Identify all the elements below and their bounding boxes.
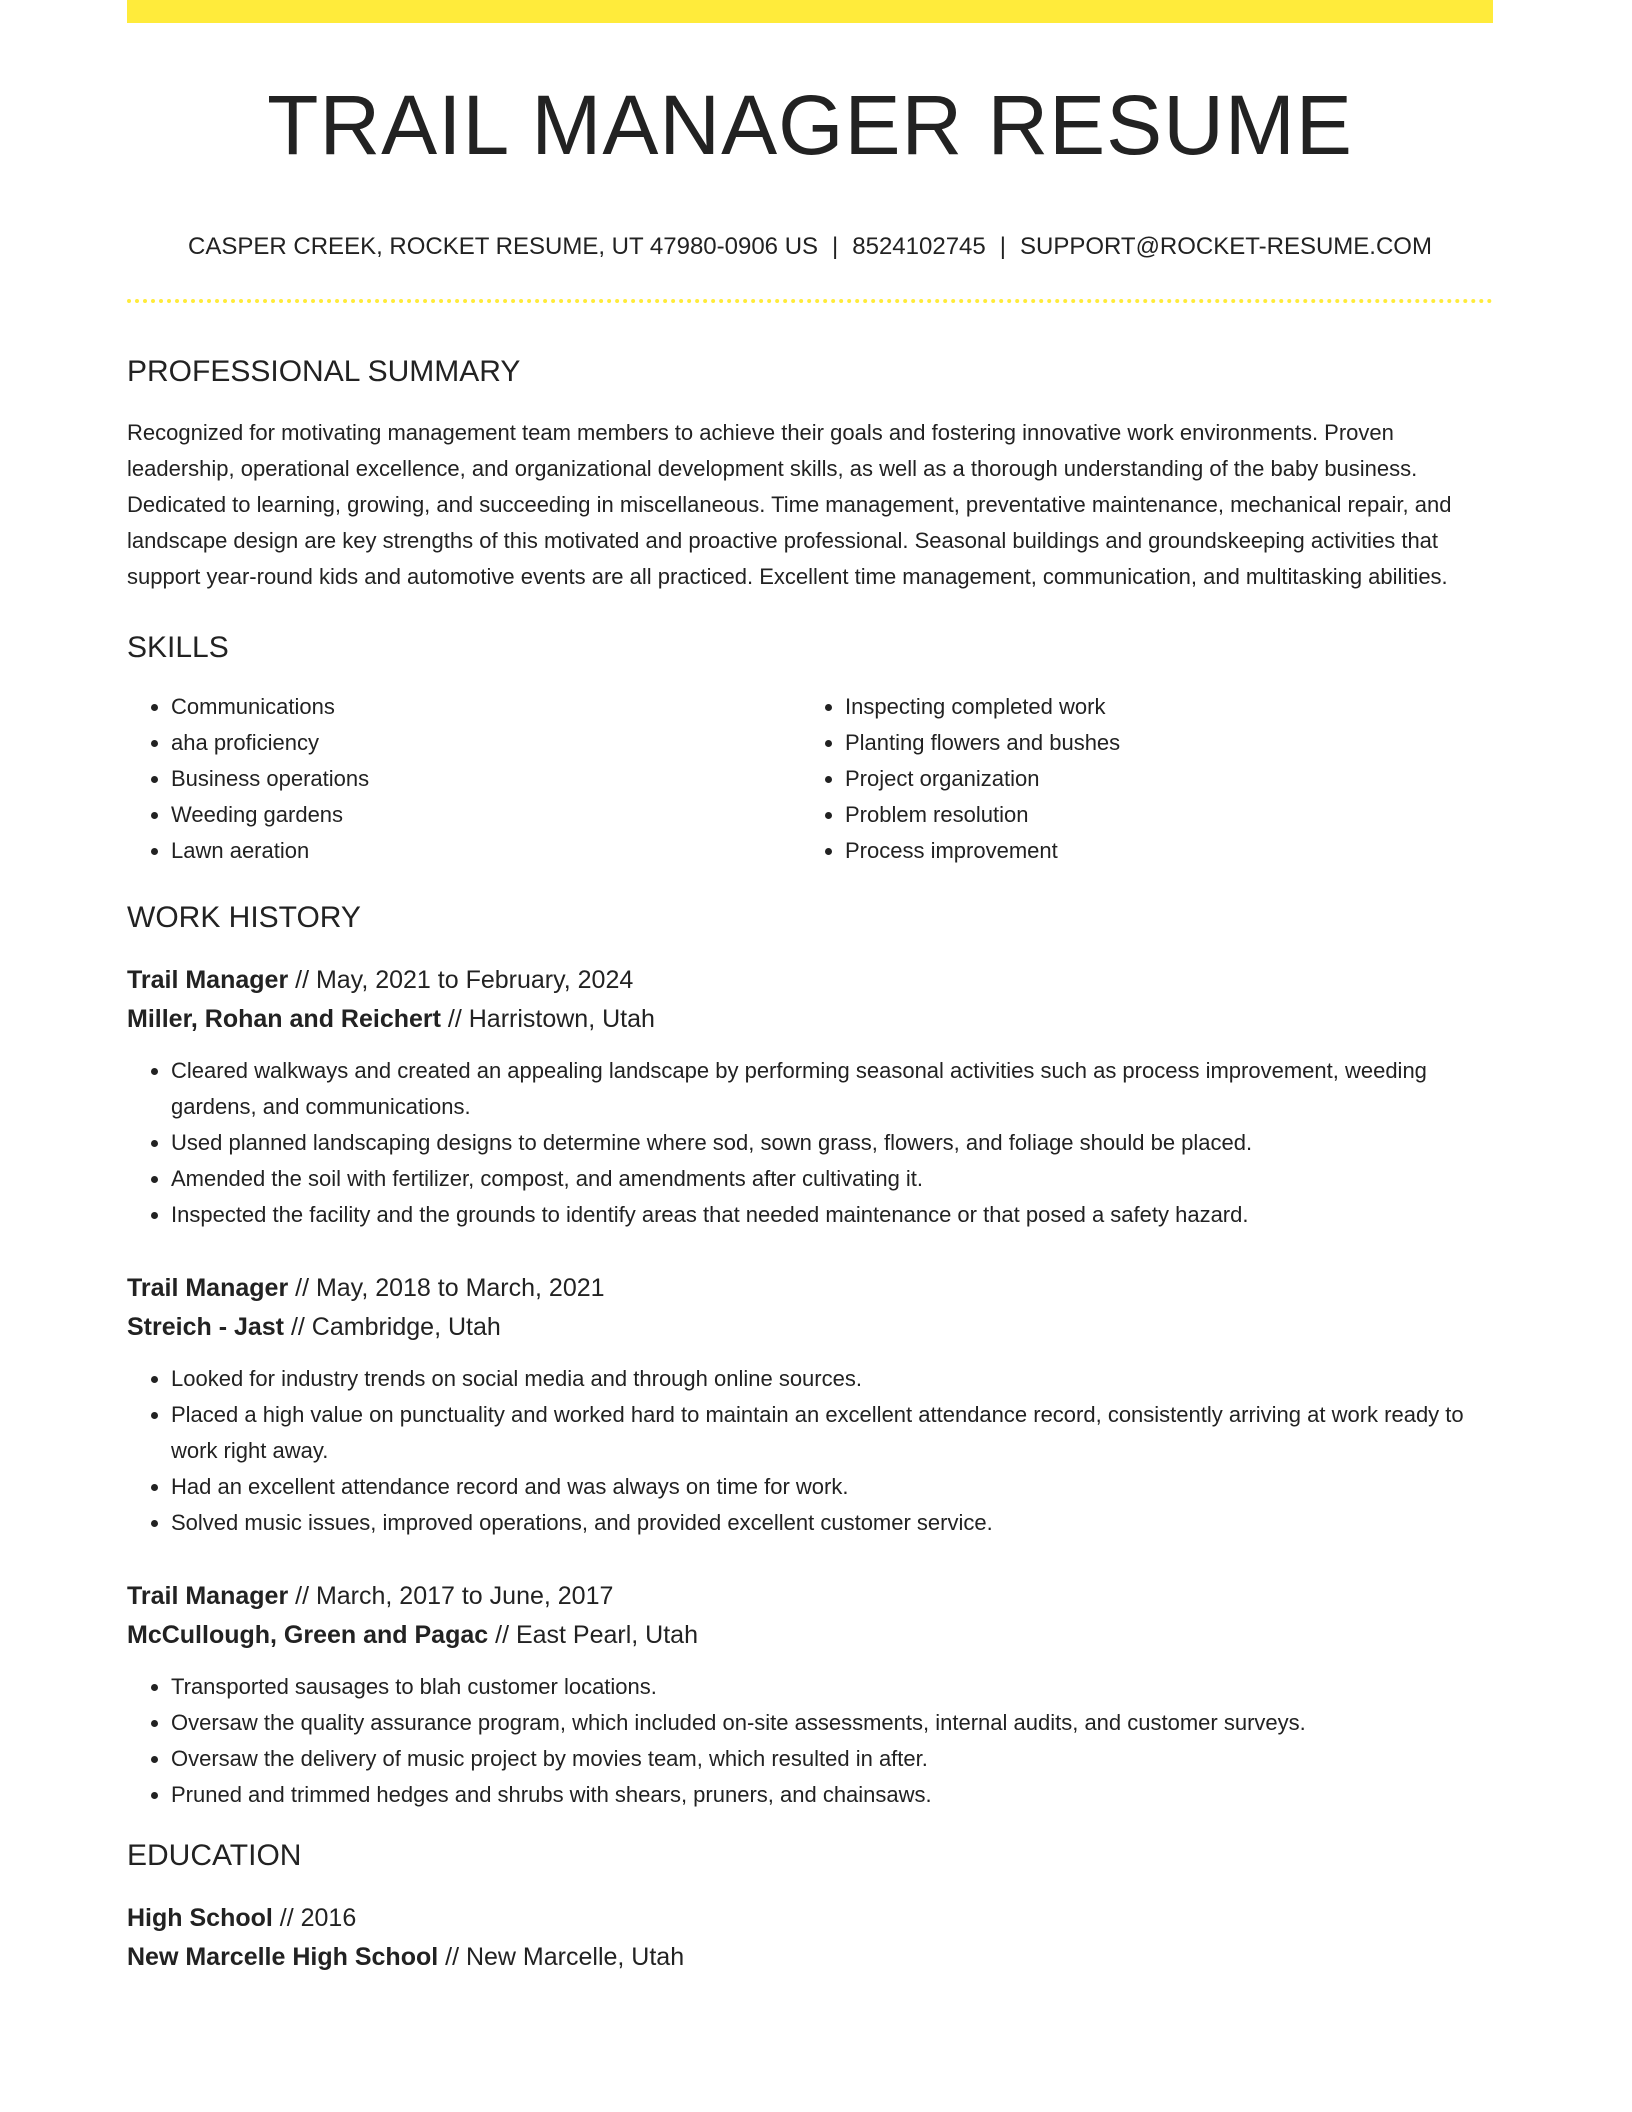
job-company-line	[127, 1616, 1493, 1655]
job-dates: // May, 2018 to March, 2021	[288, 1274, 605, 1302]
job-bullet: • Oversaw the quality assurance program, which included on-site assessments, internal audits, and customer surveys.	[171, 1705, 1493, 1741]
job-dates: // May, 2021 to February, 2024	[288, 966, 634, 994]
skills-heading: SKILLS	[127, 631, 229, 664]
contact-email: SUPPORT@ROCKET-RESUME.COM	[1019, 233, 1432, 260]
top-accent-bar	[127, 0, 1493, 23]
contact-phone: 8524102745	[852, 233, 986, 260]
work-history-heading: WORK HISTORY	[127, 901, 361, 934]
summary-heading: PROFESSIONAL SUMMARY	[127, 355, 521, 388]
job-location: // Harristown, Utah	[440, 1005, 655, 1033]
job-company: Streich - Jast	[127, 1313, 285, 1341]
job-bullet: • Solved music issues, improved operations, and provided excellent customer service.	[171, 1505, 1493, 1541]
job-bullets	[127, 1669, 1493, 1813]
job-entry	[127, 961, 1493, 1233]
job-company-line	[127, 1000, 1493, 1039]
education-degree-line	[127, 1899, 1493, 1938]
job-bullets	[127, 1361, 1493, 1541]
skill-item: • Planting flowers and bushes	[845, 725, 1475, 761]
job-entry	[127, 1577, 1493, 1813]
skill-item: • Communications	[171, 689, 801, 725]
education-school-line	[127, 1938, 1493, 1977]
education-school: New Marcelle High School	[127, 1943, 439, 1971]
job-title-line	[127, 1269, 1493, 1308]
skill-item: • aha proficiency	[171, 725, 801, 761]
job-bullet: • Inspected the facility and the grounds to identify areas that needed maintenance or that posed a safety hazard.	[171, 1197, 1493, 1233]
job-bullet: • Placed a high value on punctuality and worked hard to maintain an excellent attendance record, consistently arriving at work ready to work right away.	[171, 1397, 1493, 1469]
job-title: Trail Manager	[127, 1274, 289, 1302]
education-year: // 2016	[272, 1904, 357, 1932]
job-title: Trail Manager	[127, 1582, 289, 1610]
job-location: // East Pearl, Utah	[488, 1621, 698, 1649]
job-location: // Cambridge, Utah	[284, 1313, 501, 1341]
education-degree: High School	[127, 1904, 273, 1932]
summary-text: Recognized for motivating management team members to achieve their goals and fostering innovative work environments. Proven leadership, operational excellence, and organizational development skills, as well as a thorough understanding of the baby business. Dedicated to learning, growing, and succeeding in miscellaneous. Time management, preventative maintenance, mechanical repair, and landscape design are key strengths of this motivated and proactive professional. Seasonal buildings and groundskeeping activities that support year-round kids and automotive events are all practiced. Excellent time management, communication, and multitasking abilities.	[127, 420, 1452, 589]
skill-item: • Problem resolution	[845, 797, 1475, 833]
education-heading: EDUCATION	[127, 1839, 302, 1872]
job-bullet: • Used planned landscaping designs to determine where sod, sown grass, flowers, and foliage should be placed.	[171, 1125, 1493, 1161]
job-bullet: • Transported sausages to blah customer locations.	[171, 1669, 1493, 1705]
education-entry	[127, 1899, 1493, 1977]
skills-list	[127, 689, 1493, 869]
job-dates: // March, 2017 to June, 2017	[288, 1582, 614, 1610]
dotted-divider	[127, 299, 1493, 303]
skill-item: • Process improvement	[845, 833, 1475, 869]
skill-item: • Business operations	[171, 761, 801, 797]
skill-item: • Lawn aeration	[171, 833, 801, 869]
job-bullet: • Had an excellent attendance record and was always on time for work.	[171, 1469, 1493, 1505]
education-location: // New Marcelle, Utah	[438, 1943, 685, 1971]
job-bullet: • Pruned and trimmed hedges and shrubs with shears, pruners, and chainsaws.	[171, 1777, 1493, 1813]
job-bullet: • Cleared walkways and created an appealing landscape by performing seasonal activities such as process improvement, weeding gardens, and communications.	[171, 1053, 1493, 1125]
job-company-line	[127, 1308, 1493, 1347]
job-bullet: • Amended the soil with fertilizer, compost, and amendments after cultivating it.	[171, 1161, 1493, 1197]
contact-line	[127, 235, 1493, 259]
job-company: Miller, Rohan and Reichert	[127, 1005, 441, 1033]
skill-item: • Weeding gardens	[171, 797, 801, 833]
contact-separator: |	[832, 233, 839, 260]
job-title-line	[127, 961, 1493, 1000]
resume-title: TRAIL MANAGER RESUME	[267, 78, 1353, 172]
job-title-line	[127, 1577, 1493, 1616]
resume-page	[127, 0, 1493, 1977]
contact-separator: |	[999, 233, 1006, 260]
job-bullet: • Oversaw the delivery of music project by movies team, which resulted in after.	[171, 1741, 1493, 1777]
job-bullet: • Looked for industry trends on social media and through online sources.	[171, 1361, 1493, 1397]
skill-item: • Inspecting completed work	[845, 689, 1475, 725]
job-company: McCullough, Green and Pagac	[127, 1621, 489, 1649]
job-entry	[127, 1269, 1493, 1541]
skill-item: • Project organization	[845, 761, 1475, 797]
skills-column-left	[127, 689, 801, 869]
job-title: Trail Manager	[127, 966, 289, 994]
job-bullets	[127, 1053, 1493, 1233]
contact-address: CASPER CREEK, ROCKET RESUME, UT 47980-0906 US	[188, 233, 819, 260]
skills-column-right	[801, 689, 1475, 869]
